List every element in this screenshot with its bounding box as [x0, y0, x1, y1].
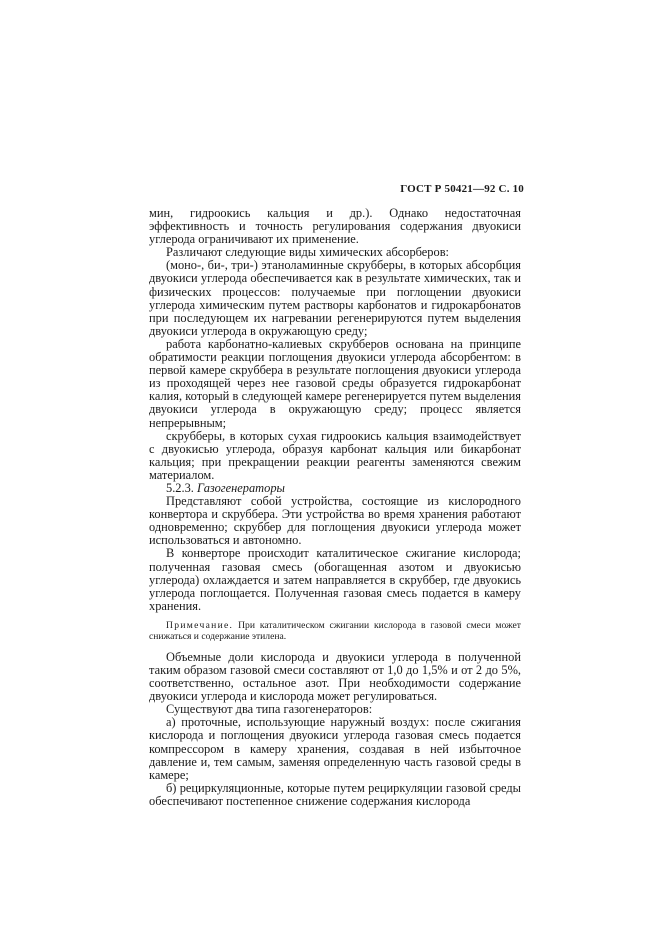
- paragraph: работа карбонатно-калиевых скрубберов основана на принципе обратимости реакции поглощения двуокиси углерода абсорбентом: в первой камере скруббера в результате поглощения двуокиси углерода из проходящей через нее газовой среды образуется гидрокарбонат калия, который в следующей камере регенерируется путем выделения двуокиси углерода в окружающую среду; процесс является непрерывным;: [149, 336, 521, 430]
- paragraph: Различают следующие виды химических абсорберов:: [166, 245, 449, 260]
- paragraph: Представляют собой устройства, состоящие из кислородного конвертора и скруббера. Эти устройства во время хранения работают одновременно; скруббер для поглощения двуокиси углерода может использоваться и автономно.: [149, 494, 521, 548]
- paragraph: В конверторе происходит каталитическое сжигание кислорода; полученная газовая смесь (обогащенная азотом и двуокисью углерода) охлаждается и затем направляется в скруббер, где двуокись углерода поглощается. Полученная газовая смесь подается в камеру хранения.: [149, 546, 521, 613]
- paragraph: мин, гидроокись кальция и др.). Однако недостаточная эффективность и точность регулирования содержания двуокиси углерода ограничивают их применение.: [149, 206, 521, 247]
- note-label: Примечание.: [166, 619, 234, 631]
- page-header: ГОСТ Р 50421—92 С. 10: [400, 183, 524, 195]
- paragraph: скрубберы, в которых сухая гидроокись кальция взаимодействует с двуокисью углерода, образуя карбонат кальция или бикарбонат кальция; при прекращении реакции реагенты заменяются свежим материалом.: [149, 428, 521, 482]
- note: [149, 620, 521, 643]
- paragraph: а) проточные, использующие наружный воздух: после сжигания кислорода и поглощения двуокиси углерода газовая смесь подается компрессором в камеру хранения, создавая в ней избыточное давление и, тем самым, заменяя определенную часть газовой среды в камере;: [149, 715, 521, 782]
- body-text: [149, 207, 521, 808]
- paragraph: (моно-, би-, три-) этаноламинные скрубберы, в которых абсорбция двуокиси углерода обеспечивается как в результате химических, так и физических процессов: получаемые при поглощении двуокиси углерода химическим путем растворы карбонатов и гидрокарбонатов при последующем их нагревании регенерируются путем выделения двуокиси углерода в окружающую среду;: [149, 258, 521, 338]
- paragraph: Объемные доли кислорода и двуокиси углерода в полученной таким образом газовой смеси составляют от 1,0 до 1,5% и от 2 до 5%, соответственно, остальное азот. При необходимости содержание двуокиси углерода и кислорода может регулироваться.: [149, 649, 521, 704]
- paragraph: Существуют два типа газогенераторов:: [166, 702, 373, 717]
- paragraph: б) рециркуляционные, которые путем рециркуляции газовой среды обеспечивают постепенное снижение содержания кислорода: [149, 780, 521, 808]
- note-text: При каталитическом сжигании кислорода в газовой смеси может снижаться и содержание этилена.: [149, 619, 521, 643]
- section-title: Газогенераторы: [197, 480, 285, 495]
- section-number: 5.2.3.: [166, 480, 194, 495]
